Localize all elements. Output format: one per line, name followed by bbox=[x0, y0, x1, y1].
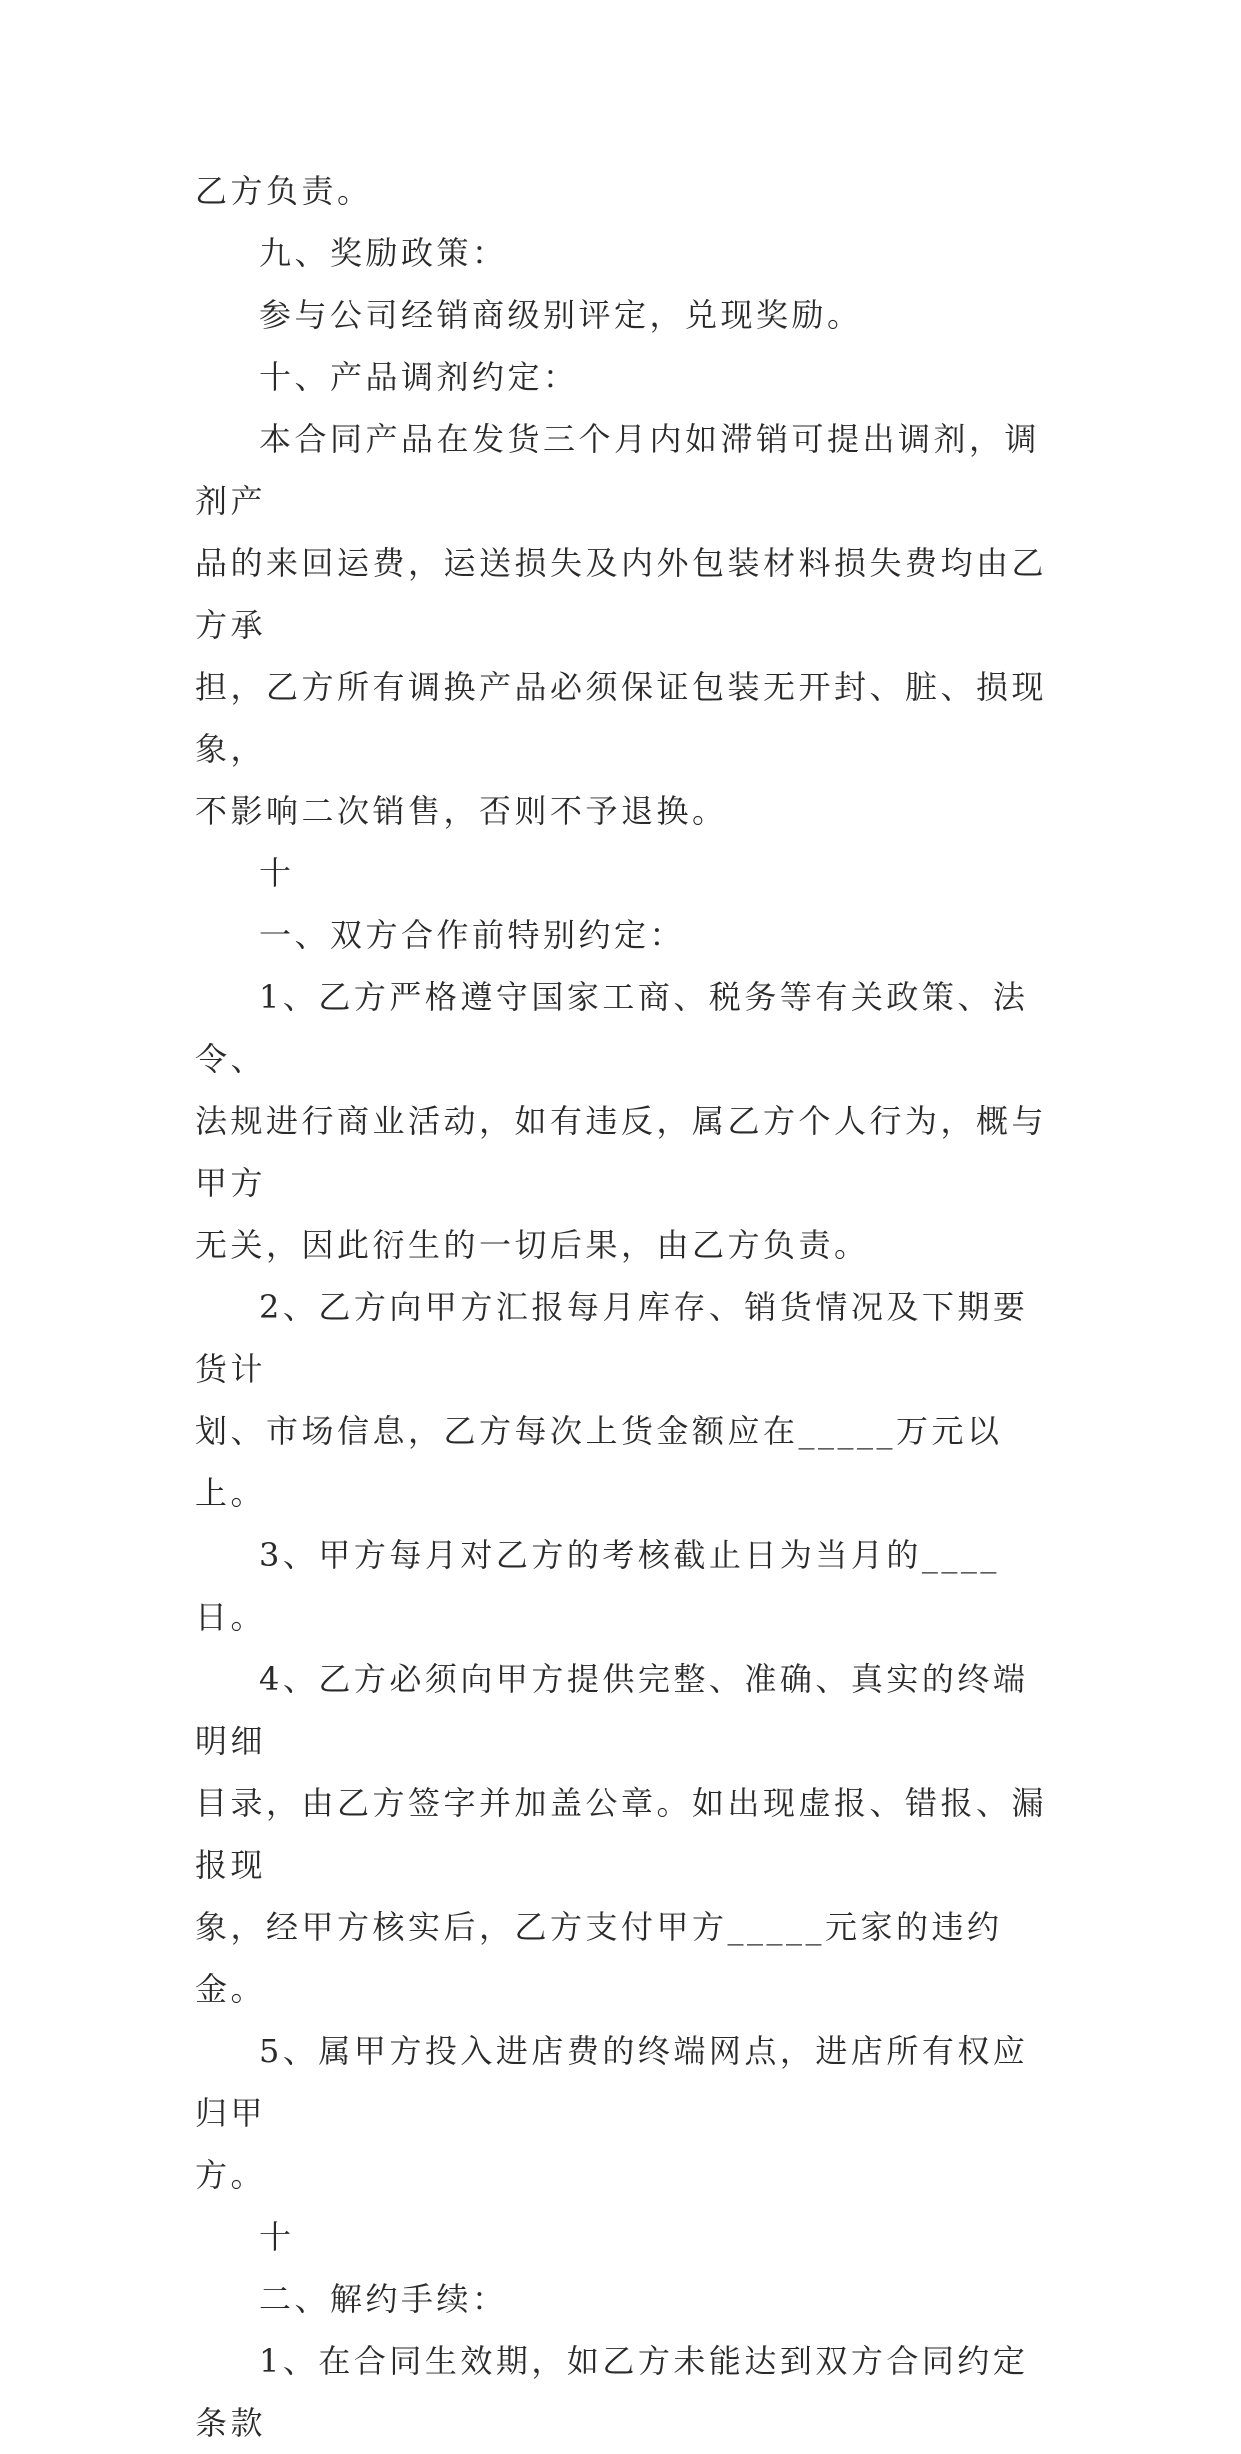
text-line: 3、甲方每月对乙方的考核截止日为当月的____日。 bbox=[195, 1536, 1000, 1636]
text-line: 5、属甲方投入进店费的终端网点，进店所有权应归甲 bbox=[195, 2032, 1029, 2132]
text-line: 方。 bbox=[195, 2156, 267, 2194]
text-line: 4、乙方必须向甲方提供完整、准确、真实的终端明细 bbox=[195, 1660, 1029, 1760]
text-line: 担，乙方所有调换产品必须保证包装无开封、脏、损现象， bbox=[195, 668, 1048, 768]
text-line: 划、市场信息，乙方每次上货金额应在_____万元以上。 bbox=[195, 1412, 1003, 1512]
section-heading: 一、双方合作前特别约定： bbox=[259, 916, 686, 954]
text-line: 参与公司经销商级别评定，兑现奖励。 bbox=[259, 296, 863, 334]
text-line: 无关，因此衍生的一切后果，由乙方负责。 bbox=[195, 1226, 870, 1264]
text-line: 品的来回运费，运送损失及内外包装材料损失费均由乙方承 bbox=[195, 544, 1048, 644]
text-line: 本合同产品在发货三个月内如滞销可提出调剂，调剂产 bbox=[195, 420, 1041, 520]
section-number: 十 bbox=[259, 2218, 295, 2256]
text-line: 目录，由乙方签字并加盖公章。如出现虚报、错报、漏报现 bbox=[195, 1784, 1048, 1884]
text-line: 乙方负责。 bbox=[195, 172, 373, 210]
text-line: 2、乙方向甲方汇报每月库存、销货情况及下期要货计 bbox=[195, 1288, 1029, 1388]
text-line: 象，经甲方核实后，乙方支付甲方_____元家的违约金。 bbox=[195, 1908, 1003, 2008]
section-heading: 二、解约手续： bbox=[259, 2280, 508, 2318]
text-line: 不影响二次销售，否则不予退换。 bbox=[195, 792, 728, 830]
text-line: 1、在合同生效期，如乙方未能达到双方合同约定条款 bbox=[195, 2342, 1029, 2442]
document-body bbox=[195, 160, 1055, 2454]
section-heading: 十、产品调剂约定： bbox=[259, 358, 579, 396]
text-line: 1、乙方严格遵守国家工商、税务等有关政策、法令、 bbox=[195, 978, 1029, 1078]
text-line: 法规进行商业活动，如有违反，属乙方个人行为，概与甲方 bbox=[195, 1102, 1048, 1202]
section-number: 十 bbox=[259, 854, 295, 892]
section-heading: 九、奖励政策： bbox=[259, 234, 508, 272]
